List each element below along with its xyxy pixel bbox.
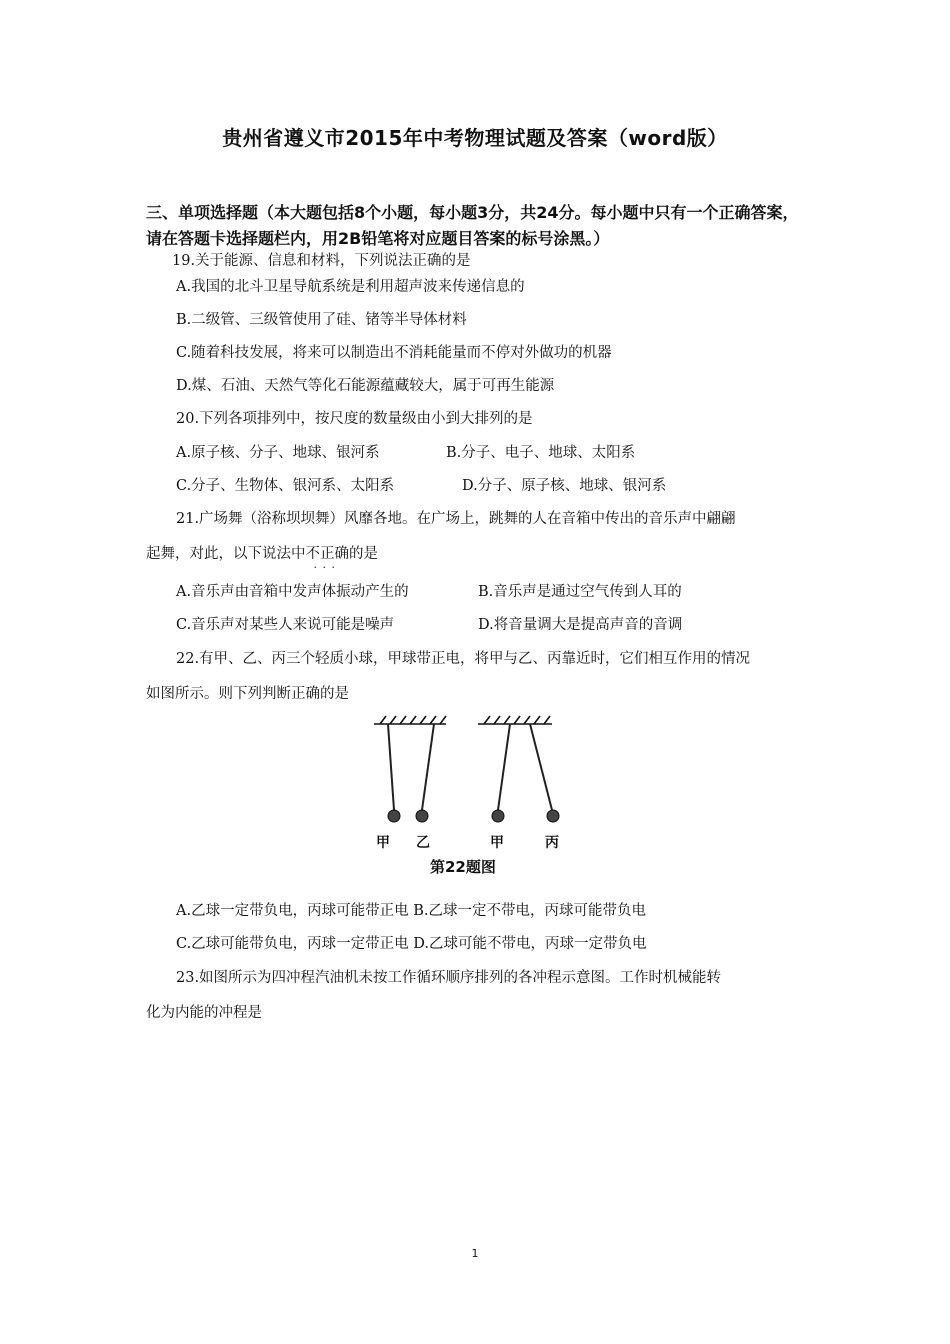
string-yi <box>422 724 434 810</box>
q21-stem-line2 <box>146 544 378 564</box>
pendulum-figure <box>370 712 580 882</box>
document-title: 贵州省遵义市2015年中考物理试题及答案（word版） <box>222 126 728 150</box>
q20-stem: 20.下列各项排列中，按尺度的数量级由小到大排列的是 <box>176 411 533 427</box>
q22-options-cd: C.乙球可能带负电，丙球一定带正电 D.乙球可能不带电，丙球一定带负电 <box>176 936 647 952</box>
section-heading: 三、单项选择题（本大题包括8个小题，每小题3分，共24分。每小题中只有一个正确答案，请在答题卡选择题栏内，用2B铅笔将对应题目答案的标号涂黑。） <box>146 203 799 248</box>
q21-stem-pre: 起舞，对此，以下说法中 <box>146 546 306 562</box>
pendulum-diagram <box>370 712 580 852</box>
ball-jia-left <box>388 810 400 822</box>
label-bing: 丙 <box>545 835 559 851</box>
label-jia-right: 甲 <box>490 835 504 851</box>
ball-yi <box>416 810 428 822</box>
string-jia-left <box>388 724 394 810</box>
right-support <box>478 716 552 724</box>
q21-option-a: A.音乐声由音箱中发声体振动产生的 <box>176 584 409 600</box>
ball-bing <box>547 810 559 822</box>
string-bing <box>530 724 552 810</box>
q23-stem-line1: 23.如图所示为四冲程汽油机未按工作循环顺序排列的各冲程示意图。工作时机械能转 <box>176 970 722 986</box>
q19-option-d: D.煤、石油、天然气等化石能源蕴藏较大，属于可再生能源 <box>176 378 555 394</box>
figure-caption: 第22题图 <box>430 858 496 876</box>
q19-stem: 19.关于能源、信息和材料，下列说法正确的是 <box>172 253 471 269</box>
q22-stem-line2: 如图所示。则下列判断正确的是 <box>146 686 349 702</box>
label-jia-left: 甲 <box>376 835 390 851</box>
q21-option-b: B.音乐声是通过空气传到人耳的 <box>478 584 682 600</box>
q20-option-a: A.原子核、分子、地球、银河系 <box>176 445 380 461</box>
q21-stem-post: 的是 <box>349 546 378 562</box>
q21-option-c: C.音乐声对某些人来说可能是噪声 <box>176 617 395 633</box>
q23-stem-line2: 化为内能的冲程是 <box>146 1005 262 1021</box>
q20-option-d: D.分子、原子核、地球、银河系 <box>462 478 667 494</box>
left-support <box>374 716 446 724</box>
string-jia-right <box>498 724 510 810</box>
q20-option-b: B.分子、电子、地球、太阳系 <box>446 445 636 461</box>
q21-stem-line1: 21.广场舞（浴称坝坝舞）风靡各地。在广场上，跳舞的人在音箱中传出的音乐声中翩翩 <box>176 511 736 527</box>
q19-option-b: B.二级管、三级管使用了硅、锗等半导体材料 <box>176 312 467 328</box>
q19-option-c: C.随着科技发展，将来可以制造出不消耗能量而不停对外做功的机器 <box>176 345 612 361</box>
page-number: 1 <box>471 1247 479 1260</box>
q19-option-a: A.我国的北斗卫星导航系统是利用超声波来传递信息的 <box>176 279 525 295</box>
q22-stem-line1: 22.有甲、乙、丙三个轻质小球，甲球带正电，将甲与乙、丙靠近时，它们相互作用的情况 <box>176 651 751 667</box>
q22-options-ab: A.乙球一定带负电，丙球可能带正电 B.乙球一定不带电，丙球可能带负电 <box>176 903 646 919</box>
label-yi: 乙 <box>416 835 430 851</box>
ball-jia-right <box>492 810 504 822</box>
q20-option-c: C.分子、生物体、银河系、太阳系 <box>176 478 395 494</box>
q21-option-d: D.将音量调大是提高声音的音调 <box>478 617 683 633</box>
q21-emphasis-text: 不正确 · · · <box>306 546 350 562</box>
